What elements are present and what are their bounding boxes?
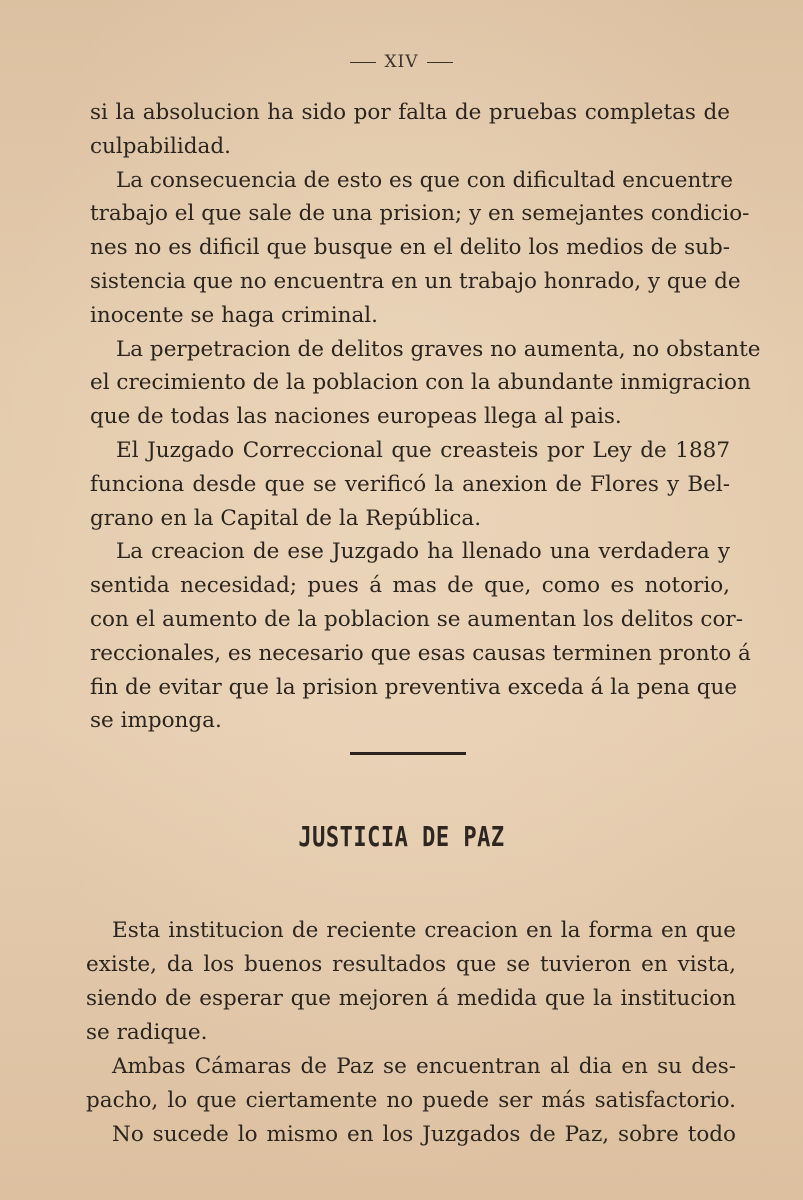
text-line: reccionales, es necesario que esas causas terminen pronto á	[90, 640, 751, 666]
text-line: fin de evitar que la prision preventiva exceda á la pena que	[90, 674, 738, 700]
text-line: existe, da los buenos resultados que se tuvieron en vista,	[86, 952, 736, 977]
folio-dash-left	[350, 62, 376, 63]
text-line: funciona desde que se verificó la anexion de Flores y Bel-	[90, 471, 730, 497]
text-line: inocente se haga criminal.	[90, 302, 378, 328]
text-line: culpabilidad.	[90, 133, 231, 159]
folio-dash-right	[427, 62, 453, 63]
text-line: grano en la Capital de la República.	[90, 505, 482, 531]
text-line: trabajo el que sale de una prision; y en semejantes condicio-	[90, 201, 750, 227]
text-line: Esta institucion de reciente creacion en la forma en que	[112, 918, 736, 943]
text-line: El Juzgado Correccional que creasteis por Ley de 1887	[116, 437, 730, 463]
text-line: se radique.	[86, 1020, 208, 1045]
section-heading: JUSTICIA DE PAZ	[298, 822, 505, 854]
text-line: sentida necesidad; pues á mas de que, como es notorio,	[90, 573, 730, 599]
text-line: Ambas Cámaras de Paz se encuentran al dia en su des-	[112, 1054, 736, 1079]
page-number-text: XIV	[384, 52, 419, 72]
body-text-section-2	[86, 914, 736, 1152]
text-line: La consecuencia de esto es que con dificultad encuentre	[116, 167, 733, 193]
text-line: el crecimiento de la poblacion con la abundante inmigracion	[90, 370, 751, 396]
page-number	[0, 52, 803, 72]
section-divider	[350, 752, 466, 755]
text-line: sistencia que no encuentra en un trabajo honrado, y que de	[90, 268, 741, 294]
text-line: si la absolucion ha sido por falta de pruebas completas de	[90, 100, 730, 125]
text-line: con el aumento de la poblacion se aumentan los delitos cor-	[90, 606, 743, 632]
body-text-section-1	[90, 96, 761, 738]
text-line: No sucede lo mismo en los Juzgados de Paz, sobre todo	[112, 1122, 736, 1147]
text-line: siendo de esperar que mejoren á medida que la institucion	[86, 986, 736, 1011]
text-line: La creacion de ese Juzgado ha llenado una verdadera y	[116, 539, 730, 565]
text-line: nes no es dificil que busque en el delito los medios de sub-	[90, 235, 730, 261]
text-line: se imponga.	[90, 708, 222, 734]
text-line: que de todas las naciones europeas llega al pais.	[90, 404, 622, 430]
text-line: La perpetracion de delitos graves no aumenta, no obstante	[116, 336, 761, 362]
text-line: pacho, lo que ciertamente no puede ser más satisfactorio.	[86, 1088, 736, 1113]
